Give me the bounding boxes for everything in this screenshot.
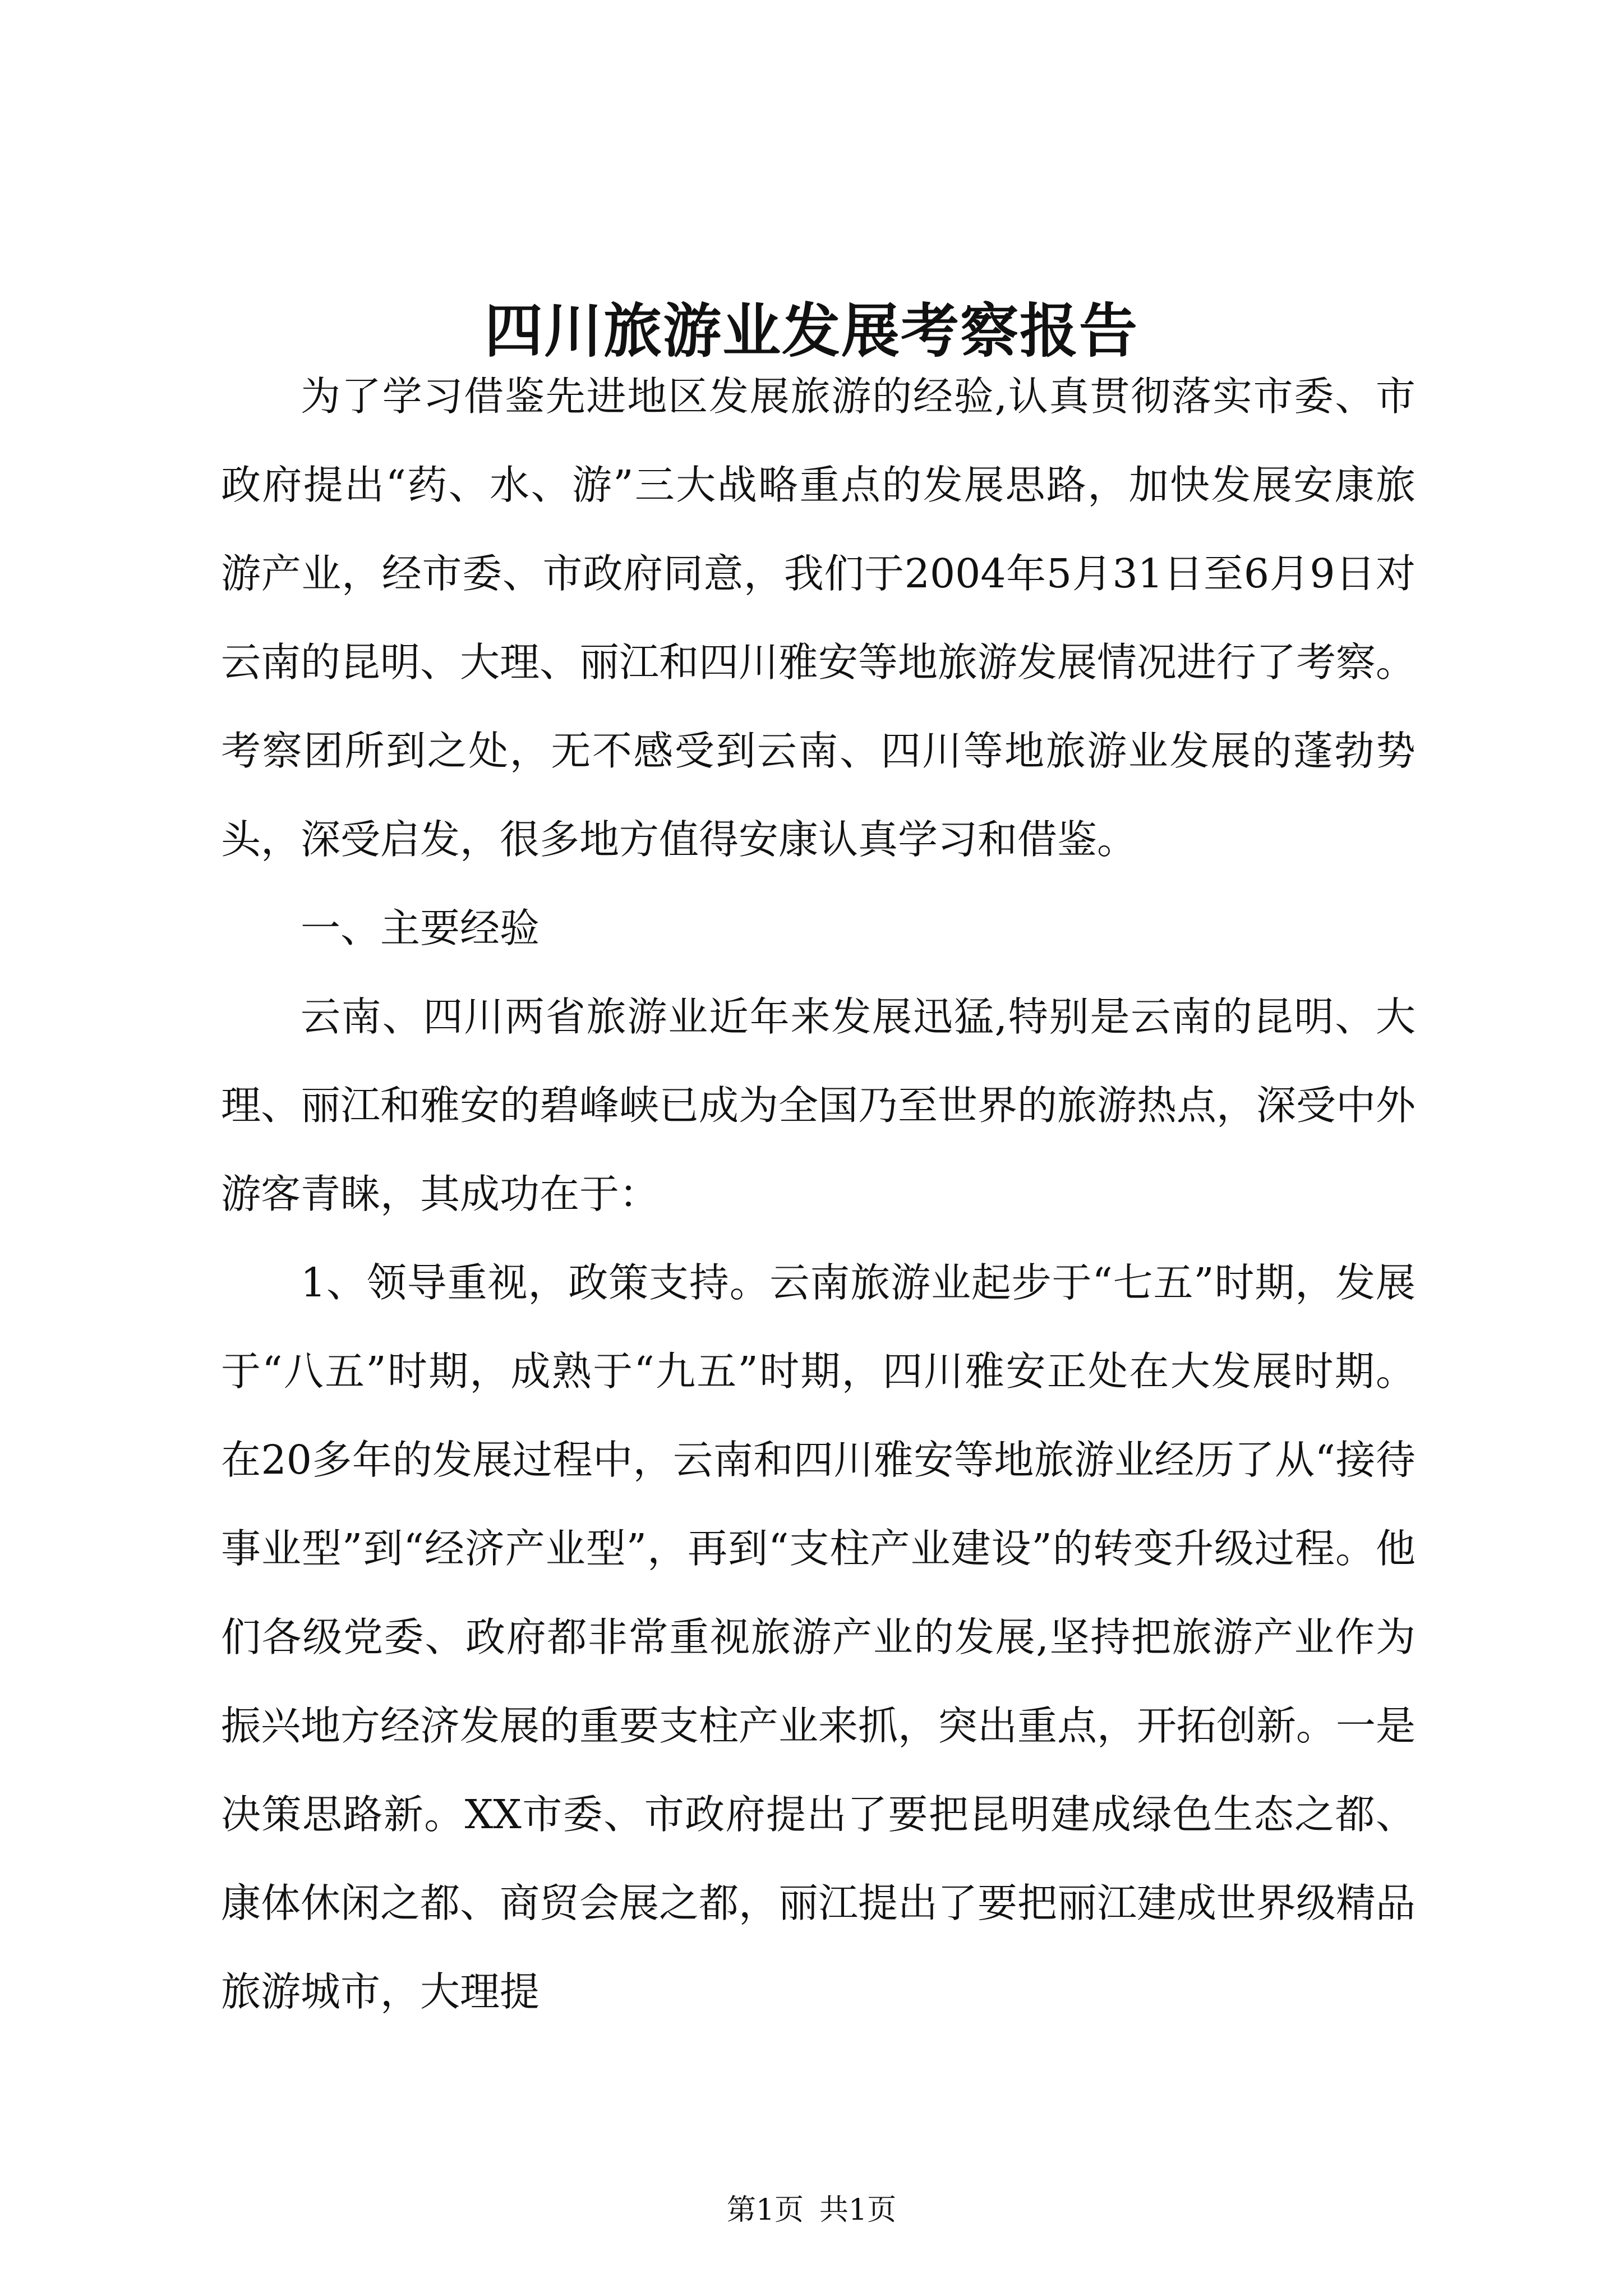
paragraph-intro: 为了学习借鉴先进地区发展旅游的经验,认真贯彻落实市委、市政府提出“药、水、游”三大战略重点的发展思路，加快发展安康旅游产业，经市委、市政府同意，我们于2004年5月31日至6月9日对云南的昆明、大理、丽江和四川雅安等地旅游发展情况进行了考察。考察团所到之处，无不感受到云南、四川等地旅游业发展的蓬勃势头，深受启发，很多地方值得安康认真学习和借鉴。 [221,373,1416,863]
section-heading: 一、主要经验 [301,905,540,951]
paragraph-overview: 云南、四川两省旅游业近年来发展迅猛,特别是云南的昆明、大理、丽江和雅安的碧峰峡已成为全国乃至世界的旅游热点，深受中外游客青睐，其成功在于： [221,993,1416,1217]
page-number: 第1页 [726,2193,804,2227]
page-footer [0,2191,1623,2230]
page-total: 共1页 [819,2193,897,2227]
document-title: 四川旅游业发展考察报告 [484,296,1138,365]
document-body [221,352,1415,2036]
paragraph-point-1: 1、领导重视，政策支持。云南旅游业起步于“七五”时期，发展于“八五”时期，成熟于“九五”时期，四川雅安正处在大发展时期。在20多年的发展过程中，云南和四川雅安等地旅游业经历了从“接待事业型”到“经济产业型”，再到“支柱产业建设”的转变升级过程。他们各级党委、政府都非常重视旅游产业的发展,坚持把旅游产业作为振兴地方经济发展的重要支柱产业来抓，突出重点，开拓创新。一是决策思路新。XX市委、市政府提出了要把昆明建成绿色生态之都、康体休闲之都、商贸会展之都，丽江提出了要把丽江建成世界级精品旅游城市，大理提 [221,1259,1416,2015]
